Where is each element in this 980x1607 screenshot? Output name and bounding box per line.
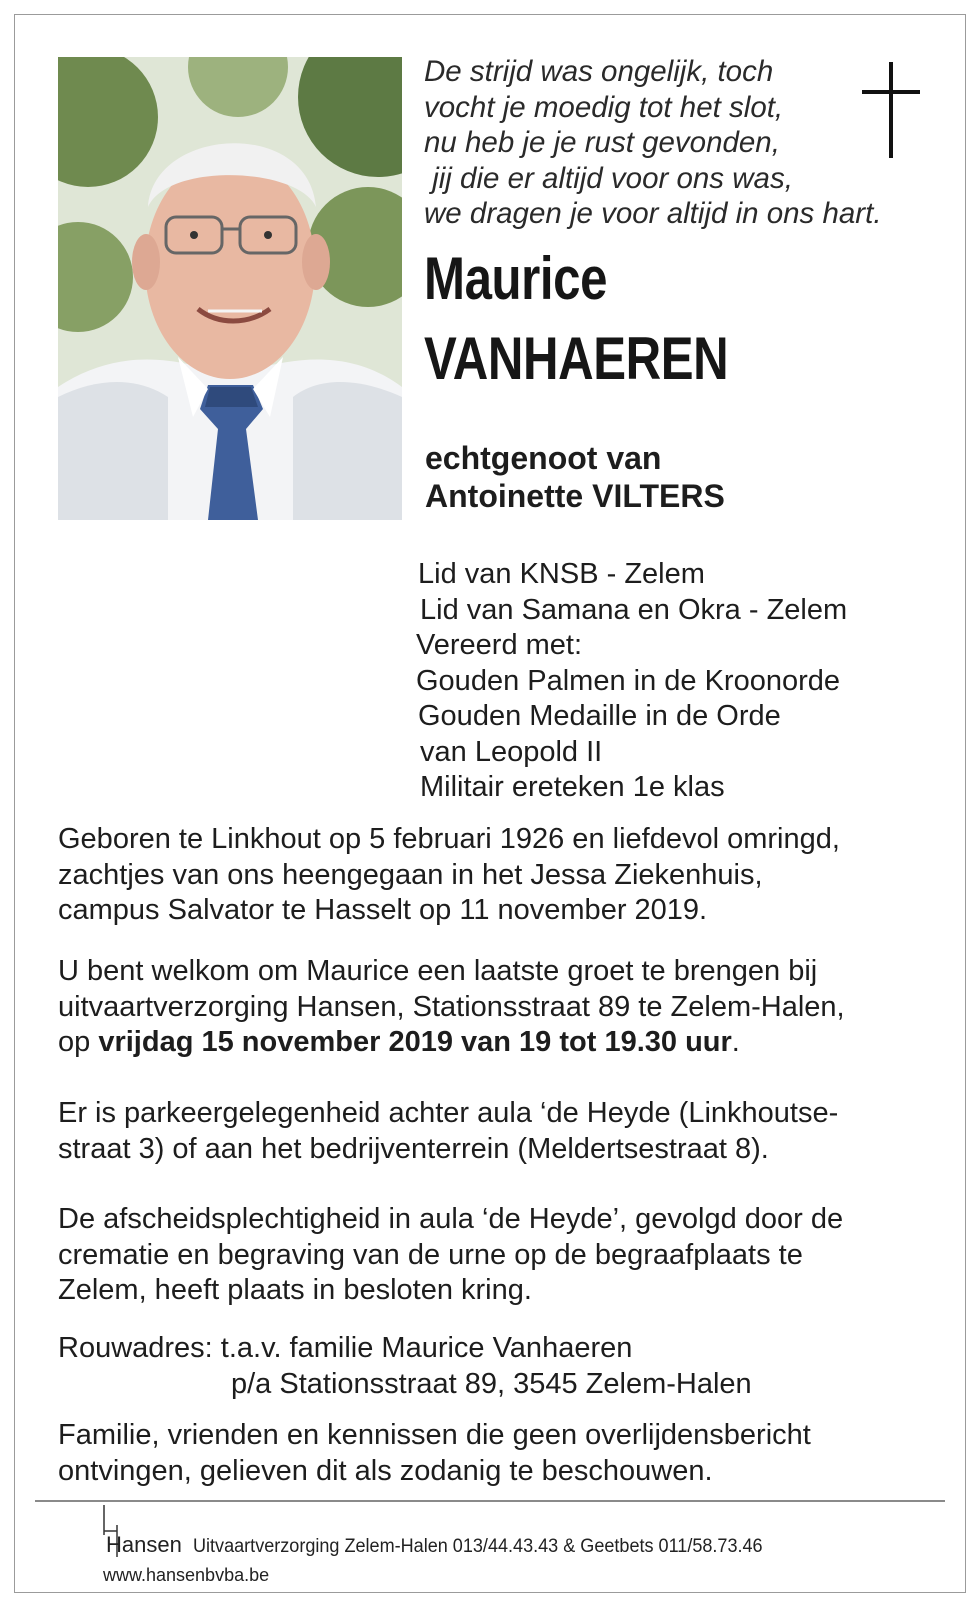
visit-prefix: op [58,1026,99,1058]
honor-item: Gouden Palmen in de Kroonorde [416,664,841,697]
paragraph-line: straat 3) of aan het bedrijventerrein (Meldertsestraat 8). [58,1132,769,1165]
paragraph-line: campus Salvator te Hasselt op 11 november 2019. [58,894,708,926]
footer-contact: Uitvaartverzorging Zelem-Halen 013/44.43.43 & Geetbets 011/58.73.46 [193,1536,763,1557]
visit-suffix: . [731,1026,740,1058]
paragraph-line: Geboren te Linkhout op 5 februari 1926 en liefdevol omringd, [58,823,840,855]
address-line: Rouwadres: t.a.v. familie Maurice Vanhaeren [58,1332,633,1364]
address-line: p/a Stationsstraat 89, 3545 Zelem-Halen [231,1367,752,1400]
paragraph-line: ontvingen, gelieven dit als zodanig te beschouwen. [58,1454,713,1487]
ceremony-paragraph [58,1202,843,1309]
paragraph-line: U bent welkom om Maurice een laatste groet te brengen bij [58,955,818,987]
spouse-name: Antoinette VILTERS [425,478,725,514]
paragraph-line: crematie en begraving van de urne op de begraafplaats te [58,1238,803,1271]
mourning-address [58,1331,752,1402]
honor-item: Militair ereteken 1e klas [420,771,725,803]
deceased-last-name: VANHAEREN [424,325,729,392]
verse [424,54,924,232]
spouse-label: echtgenoot van [425,440,662,476]
verse-line: De strijd was ongelijk, toch [424,55,774,88]
verse-line: vocht je moedig tot het slot, [424,90,784,124]
verse-line: jij die er altijd voor ons was, [424,161,793,195]
paragraph-line: Er is parkeergelegenheid achter aula ‘de Heyde (Linkhoutse- [58,1097,839,1129]
honor-item: van Leopold II [420,735,603,768]
honor-item: Gouden Medaille in de Orde [418,700,781,732]
parking-paragraph [58,1096,838,1167]
logo-text: Hansen [106,1532,182,1557]
footer-website[interactable]: www.hansenbvba.be [103,1565,270,1585]
verse-line: nu heb je je rust gevonden, [424,126,780,159]
honor-item: Vereerd met: [416,629,583,661]
notice-paragraph [58,1418,811,1489]
paragraph-line [58,1025,845,1061]
verse-line: we dragen je voor altijd in ons hart. [424,197,882,230]
honor-item: Lid van KNSB - Zelem [418,558,705,590]
paragraph-line: Zelem, heeft plaats in besloten kring. [58,1274,532,1306]
paragraph-line: Familie, vrienden en kennissen die geen overlijdensbericht [58,1419,811,1451]
cross-icon [862,62,922,158]
paragraph-line: uitvaartverzorging Hansen, Stationsstraat 89 te Zelem-Halen, [58,990,845,1023]
honor-item: Lid van Samana en Okra - Zelem [420,593,848,626]
paragraph-line: zachtjes van ons heengegaan in het Jessa Ziekenhuis, [58,858,763,891]
footer-divider [35,1500,945,1502]
birth-death-paragraph [58,822,840,929]
deceased-first-name: Maurice [424,245,608,312]
visit-datetime: vrijdag 15 november 2019 van 19 tot 19.30 uur [98,1026,732,1058]
paragraph-line: De afscheidsplechtigheid in aula ‘de Heyde’, gevolgd door de [58,1203,844,1235]
portrait-photo [58,57,402,520]
visitation-paragraph [58,954,845,1061]
honors-list [416,557,847,806]
spouse-info [425,439,725,515]
